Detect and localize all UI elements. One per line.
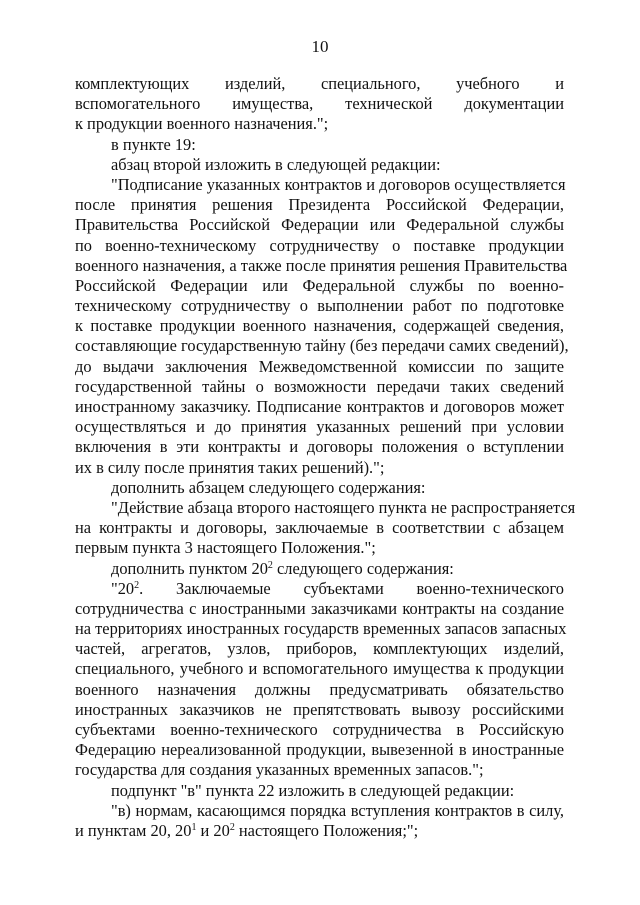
text-line — [75, 255, 568, 276]
text-span: Федерацию нереализованной продукции, вывезенной в иностранные — [75, 740, 564, 760]
document-body — [75, 74, 576, 841]
text-line — [75, 760, 564, 780]
text-line — [75, 559, 564, 579]
text-span: подпункт "в" пункта 22 изложить в следующей редакции: — [111, 780, 515, 800]
text-span: Правительства Российской Федерации или Федеральной службы — [75, 215, 564, 235]
text-span: сотрудничества с иностранными заказчиками контракты на создание — [75, 598, 564, 618]
text-span: комплектующих изделий, специального, учебного и — [75, 74, 564, 93]
text-line — [75, 336, 569, 356]
text-line — [75, 821, 564, 841]
text-span: субъектами военно-технического сотрудничества в Российскую — [75, 720, 564, 739]
text-span: после принятия решения Президента Российской Федерации, — [75, 195, 564, 215]
text-span: частей, агрегатов, узлов, приборов, комплектующих изделий, — [75, 639, 564, 659]
text-line — [75, 437, 564, 457]
text-line — [75, 155, 564, 175]
text-line — [75, 276, 564, 296]
text-span: государственной тайны о возможности передачи таких сведений — [75, 376, 564, 396]
text-span: следующего содержания: — [272, 558, 454, 578]
text-span: дополнить абзацем следующего содержания: — [111, 477, 426, 497]
text-span: "Действие абзаца второго настоящего пункта не распространяется — [111, 497, 576, 517]
text-span: до выдачи заключения Межведомственной комиссии по защите — [75, 356, 564, 376]
text-span: на контракты и договоры, заключаемые в соответствии с абзацем — [75, 518, 564, 538]
text-line — [75, 417, 564, 437]
text-line — [75, 296, 564, 316]
text-span: . Заключаемые субъектами военно-технического — [139, 578, 564, 598]
text-span: к продукции военного назначения."; — [75, 114, 329, 134]
text-span: и пунктам 20, 20 — [75, 820, 192, 840]
text-line — [75, 781, 564, 801]
text-line — [75, 114, 564, 134]
text-span: иностранному заказчику. Подписание контрактов и договоров может — [75, 397, 564, 416]
text-line — [75, 458, 564, 478]
text-span: настоящего Положения;"; — [234, 820, 419, 840]
text-span: вспомогательного имущества, технической документации — [75, 94, 564, 114]
text-span: "20 — [111, 578, 135, 598]
text-span: осуществляться и до принятия указанных решений при условии — [75, 417, 564, 437]
text-span: техническому сотрудничеству о выполнении работ по подготовке — [75, 296, 564, 316]
text-span: Российской Федерации или Федеральной службы по военно- — [75, 275, 564, 295]
text-span: государства для создания указанных временных запасов."; — [75, 760, 484, 780]
text-span: "Подписание указанных контрактов и договоров осуществляется — [111, 174, 566, 194]
text-span: в пункте 19: — [111, 134, 196, 154]
text-line — [75, 377, 564, 397]
text-line — [75, 497, 576, 518]
text-line — [75, 801, 564, 821]
text-span: первым пункта 3 настоящего Положения."; — [75, 538, 376, 558]
superscript: 1 — [191, 821, 197, 833]
text-line — [75, 659, 564, 679]
text-line — [75, 538, 564, 558]
text-line — [75, 74, 564, 94]
text-line — [75, 397, 564, 417]
text-line — [75, 599, 564, 619]
text-span: составляющие государственную тайну (без передачи самих сведений), — [75, 336, 569, 356]
text-line — [75, 135, 564, 155]
text-line — [75, 195, 564, 215]
text-line — [75, 579, 564, 599]
text-line — [75, 94, 564, 114]
text-span: абзац второй изложить в следующей редакции: — [111, 154, 441, 174]
text-span: их в силу после принятия таких решений)."; — [75, 457, 385, 477]
text-line — [75, 700, 564, 720]
superscript: 2 — [267, 559, 273, 571]
text-line — [75, 518, 564, 538]
text-line — [75, 478, 564, 498]
text-line — [75, 720, 564, 740]
text-line — [75, 175, 564, 195]
text-span: по военно-техническому сотрудничеству о поставке продукции — [75, 235, 564, 255]
text-span: специального, учебного и вспомогательного имущества к продукции — [75, 659, 564, 679]
text-span: "в) нормам, касающимся порядка вступления контрактов в силу, — [111, 800, 564, 820]
text-line — [75, 619, 567, 639]
text-line — [75, 639, 564, 659]
text-line — [75, 236, 564, 256]
text-span: военного назначения должны предусматривать обязательство — [75, 679, 564, 699]
superscript: 2 — [229, 821, 235, 833]
text-span: военного назначения, а также после принятия решения Правительства — [75, 255, 568, 275]
text-span: и 20 — [196, 820, 230, 840]
text-line — [75, 357, 564, 377]
text-span: включения в эти контракты и договоры положения о вступлении — [75, 437, 564, 457]
text-line — [75, 316, 564, 336]
text-span: иностранных заказчиков не препятствовать вывозу российскими — [75, 699, 564, 719]
text-span: к поставке продукции военного назначения, содержащей сведения, — [75, 316, 564, 336]
text-line — [75, 740, 564, 760]
superscript: 2 — [134, 579, 140, 591]
text-span: дополнить пунктом 20 — [111, 558, 268, 578]
text-span: на территориях иностранных государств временных запасов запасных — [75, 619, 567, 639]
text-line — [75, 215, 564, 235]
text-line — [75, 680, 564, 700]
page-number: 10 — [311, 37, 329, 56]
